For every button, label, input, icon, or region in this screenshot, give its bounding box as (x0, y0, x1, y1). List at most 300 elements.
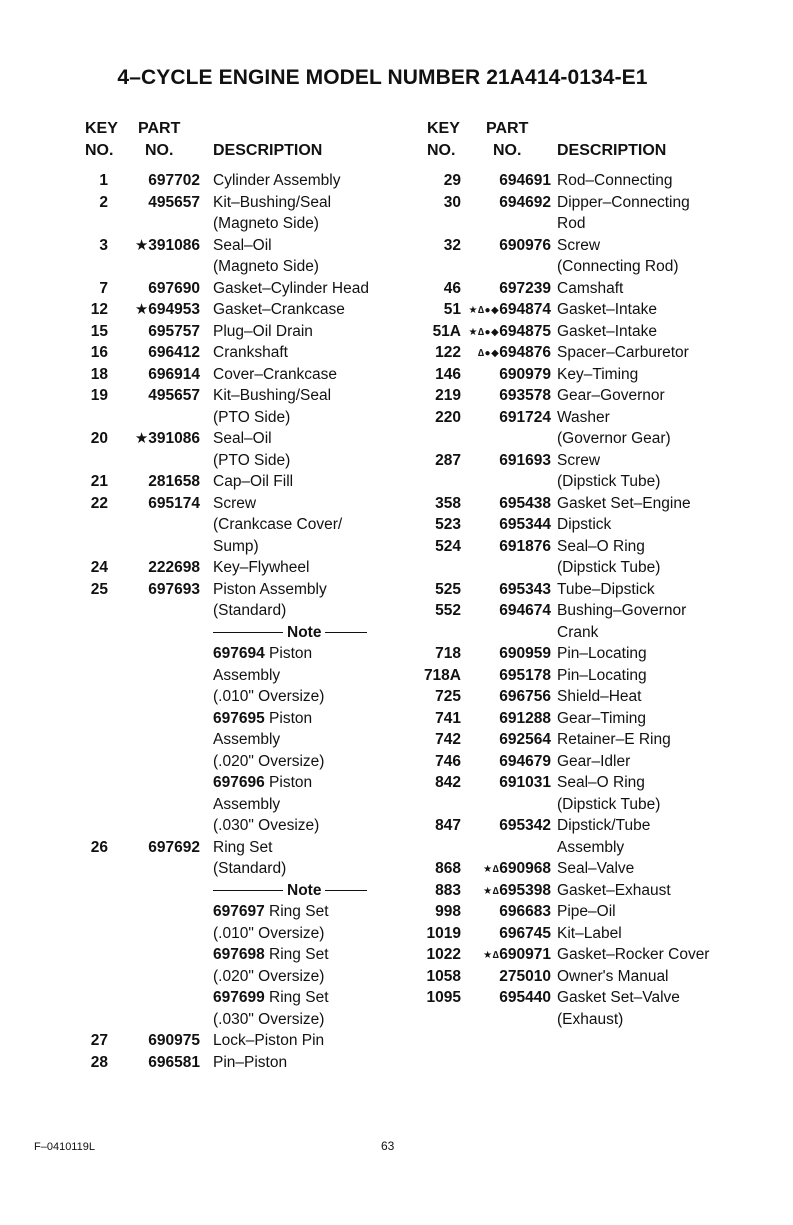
key-number: 552 (435, 602, 461, 619)
part-number: 691031 (499, 774, 551, 791)
part-number-cell (463, 643, 551, 665)
part-number-cell (463, 923, 551, 945)
description-text: Piston Assembly (213, 580, 327, 598)
description (213, 536, 259, 558)
description-text: Cylinder Assembly (213, 172, 341, 189)
part-number-cell (118, 170, 200, 192)
description (213, 321, 313, 343)
note-rule-right (325, 632, 367, 633)
parts-row (80, 794, 410, 816)
key-number: 51 (443, 301, 461, 318)
part-number-cell (463, 321, 551, 344)
parts-row (405, 278, 790, 300)
parts-row (405, 600, 790, 622)
key-number: 15 (90, 322, 108, 340)
part-number: 696581 (148, 1053, 200, 1071)
part-number: 692564 (499, 731, 551, 748)
description (213, 493, 256, 515)
parts-row (405, 1009, 790, 1031)
part-number: 695398 (499, 881, 551, 899)
parts-row (80, 213, 410, 235)
part-number: 696756 (499, 688, 551, 705)
part-number-cell (463, 815, 551, 837)
parts-row (405, 729, 790, 751)
parts-row (80, 858, 410, 880)
parts-row (80, 385, 410, 407)
description-text: (.010" Oversize) (213, 924, 325, 942)
description-text: Seal–Oil (213, 236, 272, 254)
parts-row (80, 256, 410, 278)
description-text: Lock–Piston Pin (213, 1032, 325, 1049)
key-number: 523 (435, 516, 461, 533)
parts-row (80, 536, 410, 558)
key-number: 30 (443, 193, 461, 211)
key-number: 842 (435, 774, 461, 791)
description-text: Kit–Label (557, 924, 622, 942)
description (557, 192, 690, 214)
key-number: 1019 (426, 924, 461, 942)
alternate-part-number: 697697 (213, 903, 265, 920)
description-text: Shield–Heat (557, 688, 642, 705)
key-number: 21 (90, 473, 108, 490)
description (213, 794, 280, 816)
description-text: Pipe–Oil (557, 903, 616, 920)
part-number: 694692 (499, 193, 551, 211)
key-number: 868 (435, 860, 461, 877)
part-number: 495657 (148, 193, 200, 211)
part-number-cell (463, 514, 551, 536)
description (213, 213, 319, 235)
part-number-cell (463, 665, 551, 687)
parts-row (80, 557, 410, 579)
description (557, 278, 623, 300)
parts-row (405, 557, 790, 579)
part-number-cell (463, 493, 551, 515)
description (557, 600, 686, 622)
key-number: 220 (435, 408, 461, 426)
description (557, 858, 634, 880)
key-number: 1 (99, 172, 108, 189)
parts-row (80, 278, 410, 300)
description (557, 901, 616, 923)
parts-row (80, 901, 410, 923)
description-text: Piston (269, 645, 313, 662)
part-number: 697702 (148, 172, 200, 189)
parts-row (80, 751, 410, 773)
description (213, 192, 331, 214)
parts-row (405, 299, 790, 321)
description (557, 364, 638, 386)
key-number: 27 (90, 1032, 108, 1049)
description-text: Gasket Set–Engine (557, 494, 691, 512)
parts-row (405, 923, 790, 945)
description-text: Tube–Dipstick (557, 580, 655, 598)
parts-row (80, 643, 410, 665)
description (213, 342, 288, 364)
description-text: Ring Set (213, 838, 273, 856)
parts-row (80, 428, 410, 450)
parts-row (405, 536, 790, 558)
description (213, 514, 342, 536)
key-number: 26 (90, 838, 108, 856)
part-number: 696745 (499, 924, 551, 942)
description-text: Crank (557, 623, 599, 641)
description-text: Seal–O Ring (557, 537, 645, 555)
description-text: (.030" Ovesize) (213, 817, 320, 834)
description (213, 170, 341, 192)
parts-row (405, 794, 790, 816)
key-number: 46 (443, 279, 461, 297)
part-number-cell (463, 966, 551, 988)
part-number: 690975 (148, 1032, 200, 1049)
part-number: 691876 (499, 537, 551, 555)
key-number: 146 (435, 365, 461, 383)
parts-row (80, 944, 410, 966)
description (213, 256, 319, 278)
description (213, 708, 312, 730)
description-text: Camshaft (557, 279, 624, 297)
parts-row (80, 579, 410, 601)
parts-row (80, 493, 410, 515)
part-number-cell (118, 278, 200, 300)
description-text: (Dipstick Tube) (557, 559, 661, 576)
part-number: 697690 (148, 279, 200, 297)
parts-row (405, 579, 790, 601)
description-text: (Connecting Rod) (557, 258, 679, 275)
description-text: Ring Set (269, 989, 329, 1006)
description (213, 557, 310, 579)
part-number-cell (118, 579, 200, 601)
part-number: 694691 (499, 172, 551, 189)
description (213, 923, 324, 945)
parts-row (405, 493, 790, 515)
description-text: Spacer–Carburetor (557, 344, 689, 361)
key-number: 1022 (426, 946, 461, 963)
description (557, 321, 657, 343)
parts-row (80, 622, 410, 644)
description-text: Washer (557, 408, 610, 426)
description-text: Gasket Set–Valve (557, 989, 680, 1006)
description (557, 815, 650, 837)
part-number-cell (463, 342, 551, 365)
description-text: Gasket–Exhaust (557, 881, 671, 899)
symbol-marks: ∆●◆ (477, 348, 500, 359)
key-header-bottom: NO. (85, 142, 114, 159)
parts-row (405, 772, 790, 794)
key-number: 51A (432, 322, 461, 340)
part-number: 694874 (499, 301, 551, 318)
description (557, 837, 624, 859)
description-text: (Exhaust) (557, 1010, 624, 1028)
parts-row (80, 880, 410, 902)
parts-row (80, 1009, 410, 1031)
key-number: 1095 (426, 989, 461, 1006)
symbol-marks: ★∆●◆ (468, 305, 500, 316)
description (557, 385, 665, 407)
description-text: Screw (213, 494, 257, 512)
description (213, 1030, 324, 1052)
description (557, 751, 630, 773)
part-number-cell (463, 708, 551, 730)
key-number: 742 (435, 731, 461, 748)
parts-row (80, 923, 410, 945)
parts-row (80, 450, 410, 472)
description-text: Bushing–Governor (557, 602, 687, 619)
description-text: Screw (557, 236, 601, 254)
description (213, 966, 324, 988)
parts-row (405, 815, 790, 837)
key-number: 12 (90, 301, 108, 318)
description-text: Ring Set (269, 946, 329, 963)
description-text: Piston (269, 774, 313, 791)
description (213, 450, 290, 472)
alternate-part-number: 697698 (213, 946, 265, 963)
parts-row (80, 987, 410, 1009)
part-header-bottom: NO. (493, 142, 522, 159)
part-header-top: PART (486, 120, 529, 137)
note-rule-left (213, 890, 283, 891)
part-number-cell (463, 729, 551, 751)
part-number: 690976 (499, 236, 551, 254)
parts-row (405, 686, 790, 708)
part-number: 694679 (499, 752, 551, 770)
description (557, 665, 647, 687)
part-number-cell (463, 235, 551, 257)
description-text: (.020" Oversize) (213, 752, 325, 770)
description (213, 1009, 324, 1031)
part-number: 691724 (499, 408, 551, 426)
description (557, 880, 671, 902)
parts-row (405, 708, 790, 730)
description (557, 493, 691, 515)
parts-row (80, 729, 410, 751)
key-number: 29 (443, 172, 461, 189)
parts-row (405, 213, 790, 235)
parts-row (80, 708, 410, 730)
part-number: 281658 (148, 473, 200, 490)
parts-row (80, 471, 410, 493)
part-number-cell (118, 299, 200, 321)
description-text: Cover–Crankcase (213, 365, 338, 383)
description-text: (Standard) (213, 602, 287, 619)
parts-row (80, 600, 410, 622)
description-text: (.020" Oversize) (213, 967, 325, 985)
part-number: 695174 (148, 494, 200, 512)
key-number: 3 (99, 236, 108, 254)
key-header-right (427, 118, 460, 162)
key-header-left (85, 118, 118, 162)
key-number: 19 (90, 387, 108, 404)
part-number: 694875 (499, 322, 551, 340)
description-text: Rod (557, 215, 586, 232)
parts-row (405, 966, 790, 988)
parts-row (405, 256, 790, 278)
part-number-cell (463, 192, 551, 214)
part-number: 695178 (499, 666, 551, 684)
alternate-part-number: 697696 (213, 774, 265, 791)
part-header-left (138, 118, 180, 162)
parts-row (405, 514, 790, 536)
description (213, 407, 290, 429)
description (557, 923, 622, 945)
description (209, 880, 371, 902)
part-number-cell (118, 342, 200, 364)
description-text: Assembly (213, 731, 281, 748)
description (213, 299, 345, 321)
parts-row (80, 235, 410, 257)
description (557, 450, 600, 472)
description-text: Kit–Bushing/Seal (213, 387, 332, 404)
page-title: 4–CYCLE ENGINE MODEL NUMBER 21A414-0134-E1 (117, 66, 648, 89)
key-number: 24 (90, 559, 108, 576)
description (213, 665, 280, 687)
description-text: (PTO Side) (213, 408, 291, 426)
part-header-top: PART (138, 120, 181, 137)
parts-row (80, 665, 410, 687)
description-text: (Dipstick Tube) (557, 795, 661, 813)
key-number: 746 (435, 752, 461, 770)
parts-row (80, 815, 410, 837)
description-text: Cap–Oil Fill (213, 473, 294, 490)
parts-list-right (405, 170, 790, 1030)
key-number: 287 (435, 451, 461, 469)
description-text: Key–Flywheel (213, 559, 310, 576)
parts-row (405, 665, 790, 687)
description (557, 729, 671, 751)
key-number: 2 (99, 193, 108, 211)
part-number-cell (463, 944, 551, 967)
part-number: 697693 (148, 580, 200, 598)
description-text: Kit–Bushing/Seal (213, 193, 332, 211)
description-text: Pin–Piston (213, 1053, 288, 1071)
symbol-marks: ★∆ (483, 885, 500, 897)
parts-row (80, 192, 410, 214)
part-number-cell (463, 579, 551, 601)
description-text: Dipper–Connecting (557, 193, 690, 211)
parts-row (80, 407, 410, 429)
description (213, 278, 369, 300)
description (557, 342, 689, 364)
description (213, 987, 329, 1009)
description-text: Dipstick/Tube (557, 817, 651, 834)
symbol-marks: ★∆ (483, 864, 500, 875)
part-number-cell (463, 686, 551, 708)
note-label: Note (287, 623, 322, 641)
part-number: 695438 (499, 494, 551, 512)
description (557, 772, 645, 794)
description (213, 729, 280, 751)
description (557, 536, 645, 558)
parts-row (405, 643, 790, 665)
description (557, 708, 646, 730)
key-header-top: KEY (427, 120, 460, 137)
description (557, 213, 585, 235)
part-number-cell (463, 385, 551, 407)
description (213, 837, 272, 859)
description (557, 1009, 623, 1031)
note-label: Note (287, 881, 322, 899)
parts-row (405, 407, 790, 429)
key-number: 25 (90, 580, 108, 598)
description (557, 557, 660, 579)
part-number-cell (118, 364, 200, 386)
part-number-cell (463, 858, 551, 881)
parts-row (405, 880, 790, 902)
parts-row (80, 1052, 410, 1074)
key-number: 32 (443, 236, 461, 254)
parts-row (80, 299, 410, 321)
parts-row (405, 987, 790, 1009)
parts-row (405, 170, 790, 192)
symbol-marks: ★ (134, 430, 149, 447)
description (213, 471, 293, 493)
description-text: Gear–Timing (557, 709, 647, 727)
description-text: Gear–Idler (557, 752, 631, 770)
parts-row (405, 944, 790, 966)
parts-row (405, 428, 790, 450)
description (557, 987, 680, 1009)
part-number-cell (463, 299, 551, 322)
key-number: 718 (435, 645, 461, 662)
part-number-cell (118, 471, 200, 493)
symbol-marks: ★ (134, 236, 149, 254)
part-number-cell (118, 192, 200, 214)
part-number: 695342 (499, 817, 551, 834)
parts-row (405, 471, 790, 493)
description (557, 966, 669, 988)
description (557, 299, 657, 321)
key-number: 847 (435, 817, 461, 834)
part-number-cell (118, 557, 200, 579)
description-text: Dipstick (557, 516, 612, 533)
description (213, 858, 286, 880)
key-number: 524 (435, 537, 461, 555)
description (213, 385, 331, 407)
part-number: 695757 (148, 322, 200, 340)
part-number-cell (463, 536, 551, 558)
description-text: Assembly (213, 666, 281, 684)
parts-row (405, 751, 790, 773)
description (557, 407, 610, 429)
key-number: 7 (99, 279, 108, 297)
parts-row (80, 321, 410, 343)
parts-row (405, 364, 790, 386)
key-header-bottom: NO. (427, 142, 456, 159)
part-number-cell (463, 278, 551, 300)
description-text: Seal–O Ring (557, 774, 645, 791)
key-header-top: KEY (85, 120, 118, 137)
parts-row (405, 858, 790, 880)
part-number-cell (463, 901, 551, 923)
key-number: 22 (90, 494, 108, 512)
part-number-cell (118, 837, 200, 859)
description (557, 428, 671, 450)
description-text: Key–Timing (557, 365, 639, 383)
parts-row (405, 235, 790, 257)
part-number: 690971 (499, 946, 551, 963)
part-number: 697692 (148, 838, 200, 856)
key-number: 525 (435, 580, 461, 598)
parts-row (80, 772, 410, 794)
description-text: (Magneto Side) (213, 215, 319, 232)
note-rule-left (213, 632, 283, 633)
parts-row (80, 686, 410, 708)
key-number: 18 (90, 365, 108, 383)
page-number: 63 (381, 1139, 395, 1153)
part-number-cell (463, 880, 551, 903)
description (557, 944, 709, 966)
alternate-part-number: 697695 (213, 709, 265, 727)
